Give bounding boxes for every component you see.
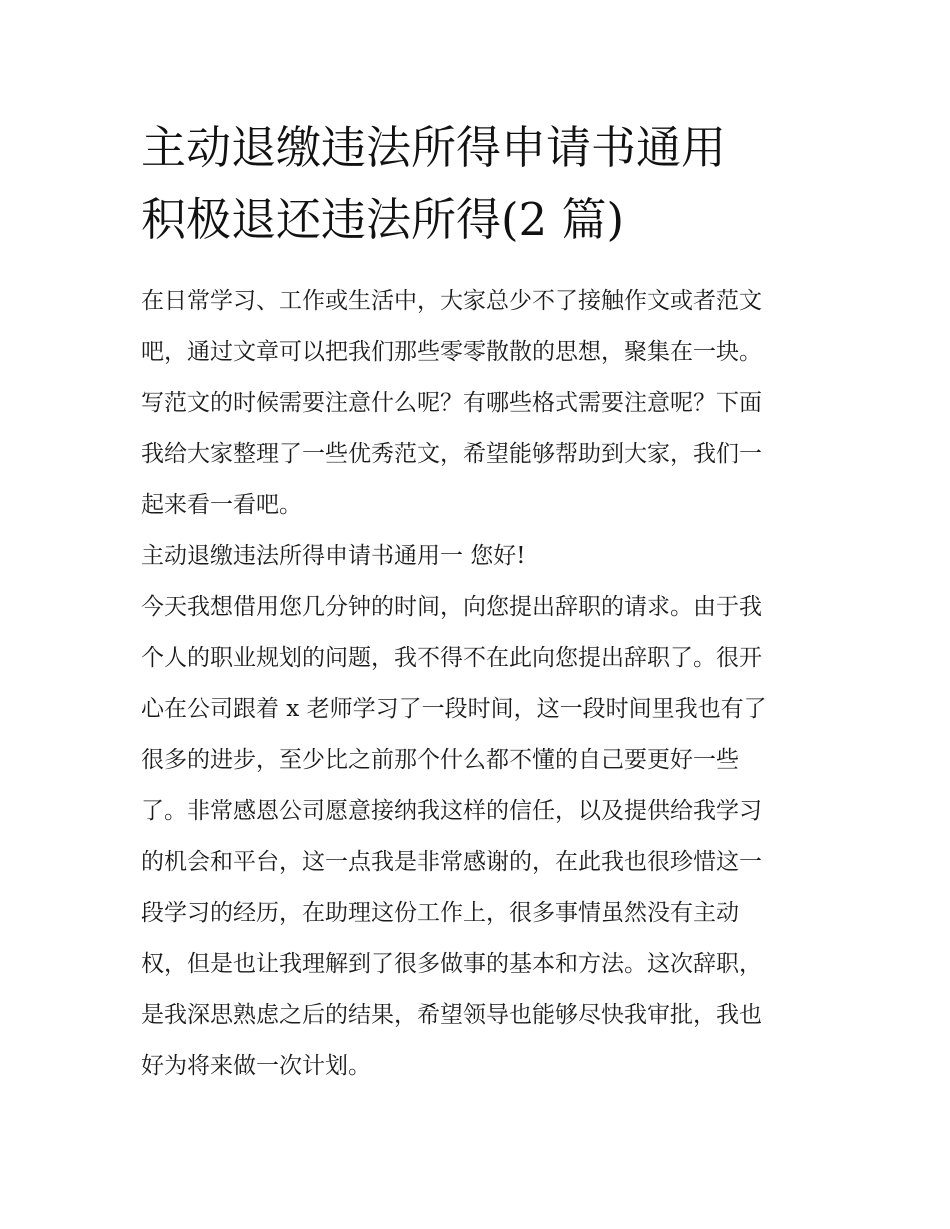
body-line: 写范文的时候需要注意什么呢？有哪些格式需要注意呢？下面: [141, 390, 762, 416]
body-line: 心在公司跟着 x 老师学习了一段时间，这一段时间里我也有了: [141, 696, 767, 722]
document-body: [141, 276, 821, 1092]
body-line: 很多的进步，至少比之前那个什么都不懂的自己要更好一些: [141, 747, 739, 773]
section-heading-line: 主动退缴违法所得申请书通用一 您好!: [141, 543, 526, 569]
body-line: 起来看一看吧。: [141, 492, 302, 518]
body-line: 段学习的经历，在助理这份工作上，很多事情虽然没有主动: [141, 900, 739, 926]
body-line: 是我深思熟虑之后的结果，希望领导也能够尽快我审批，我也: [141, 1002, 762, 1028]
title-line: 积极退还违法所得(2 篇): [141, 193, 625, 246]
document-title: [141, 112, 831, 256]
body-line: 今天我想借用您几分钟的时间，向您提出辞职的请求。由于我: [141, 594, 762, 620]
body-line: 好为将来做一次计划。: [141, 1053, 371, 1079]
body-line: 在日常学习、工作或生活中，大家总少不了接触作文或者范文: [141, 288, 762, 314]
title-line: 主动退缴违法所得申请书通用: [141, 121, 727, 174]
body-line: 个人的职业规划的问题，我不得不在此向您提出辞职了。很开: [141, 645, 762, 671]
body-line: 的机会和平台，这一点我是非常感谢的，在此我也很珍惜这一: [141, 849, 762, 875]
body-line: 我给大家整理了一些优秀范文，希望能够帮助到大家，我们一: [141, 441, 762, 467]
body-line: 权，但是也让我理解到了很多做事的基本和方法。这次辞职，: [141, 951, 762, 977]
body-line: 了。非常感恩公司愿意接纳我这样的信任，以及提供给我学习: [141, 798, 762, 824]
body-line: 吧，通过文章可以把我们那些零零散散的思想，聚集在一块。: [141, 339, 762, 365]
